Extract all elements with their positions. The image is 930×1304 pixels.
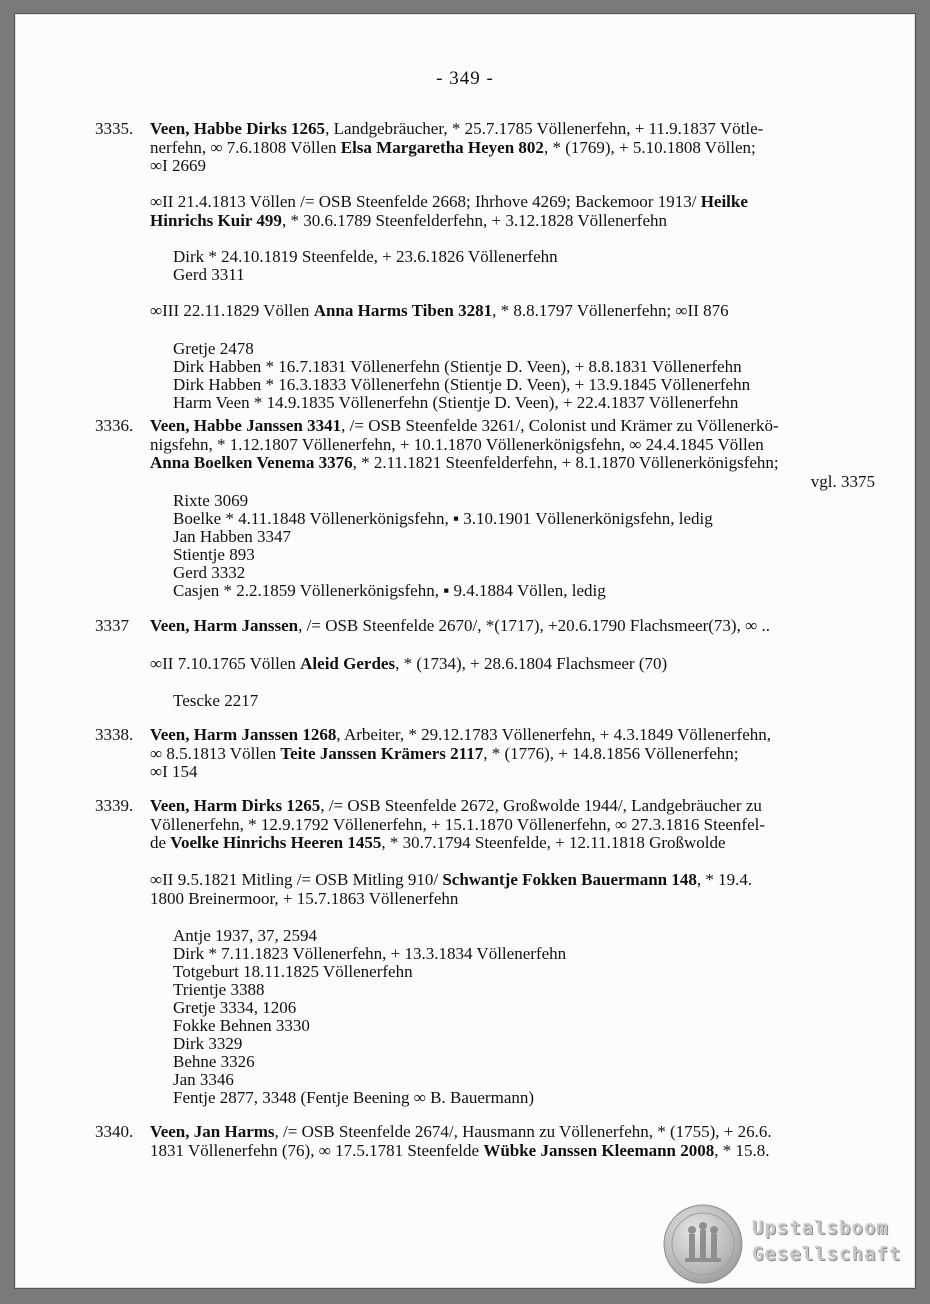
child-item: Fentje 2877, 3348 (Fentje Beening ∞ B. Bauermann) (173, 1088, 535, 1107)
child-item: Totgeburt 18.11.1825 Völlenerfehn (173, 962, 413, 981)
child-item: Gretje 2478 (173, 339, 254, 358)
entry-number: 3340. (95, 1122, 134, 1141)
entry-text: , Landgebräucher, * 25.7.1785 Völlenerfehn, + 11.9.1837 Vötle- (325, 119, 764, 138)
child-item: Harm Veen * 14.9.1835 Völlenerfehn (Stientje D. Veen), + 22.4.1837 Völlenerfehn (173, 393, 739, 412)
spouse-name: Wübke Janssen Kleemann 2008 (483, 1140, 715, 1160)
child-item: Dirk * 24.10.1819 Steenfelde, + 23.6.1826 Völlenerfehn (173, 247, 558, 266)
seal-icon (663, 1204, 743, 1284)
entry-text: , /= OSB Steenfelde 2670/, *(1717), +20.6.1790 Flachsmeer(73), ∞ .. (298, 616, 770, 635)
marriage-text: , * (1734), + 28.6.1804 Flachsmeer (70) (395, 654, 668, 673)
marriage-text: , * 19.4. (696, 870, 753, 889)
child-item: Dirk Habben * 16.3.1833 Völlenerfehn (Stientje D. Veen), + 13.9.1845 Völlenerfehn (173, 375, 751, 394)
child-item: Gretje 3334, 1206 (173, 998, 297, 1017)
child-item: Jan Habben 3347 (173, 527, 292, 546)
spouse-name: Hinrichs Kuir 499 (150, 210, 282, 230)
child-item: Antje 1937, 37, 2594 (173, 926, 318, 945)
children-list (173, 248, 558, 284)
children-list (173, 692, 258, 710)
logo-text-line2: Gesellschaft (752, 1243, 902, 1265)
entry-text: , /= OSB Steenfelde 2674/, Hausmann zu Völlenerfehn, * (1755), + 26.6. (274, 1122, 772, 1141)
entry-number: 3339. (95, 796, 134, 815)
entry-text: ∞ 8.5.1813 Völlen (150, 743, 281, 763)
spouse-name: Anna Boelken Venema 3376 (150, 453, 353, 472)
spouse-name: Anna Harms Tiben 3281 (313, 301, 493, 320)
marriage-text: ∞III 22.11.1829 Völlen (150, 301, 314, 320)
spouse-name: Teite Janssen Krämers 2117 (280, 743, 484, 763)
spouse-name: Schwantje Fokken Bauermann 148 (442, 870, 697, 889)
entry-text: , /= OSB Steenfelde 3261/, Colonist und Krämer zu Völlenerkö- (341, 416, 779, 435)
marriage-text: 1800 Breinermoor, + 15.7.1863 Völlenerfehn (150, 888, 459, 908)
person-name: Veen, Harm Janssen 1268 (150, 725, 337, 744)
child-item: Dirk * 7.11.1823 Völlenerfehn, + 13.3.1834 Völlenerfehn (173, 944, 567, 963)
spouse-name: Heilke (700, 192, 748, 211)
child-item: Dirk 3329 (173, 1034, 243, 1053)
marriage-text: ∞II 21.4.1813 Völlen /= OSB Steenfelde 2668; Ihrhove 4269; Backemoor 1913/ (150, 192, 701, 211)
child-item: Jan 3346 (173, 1070, 234, 1089)
entry-text: , * 2.11.1821 Steenfelderfehn, + 8.1.1870 Völlenerkönigsfehn; (352, 453, 779, 472)
child-item: Trientje 3388 (173, 980, 265, 999)
entry-text: nigsfehn, * 1.12.1807 Völlenerfehn, + 10.1.1870 Völlenerkönigsfehn, ∞ 24.4.1845 Völlen (150, 434, 764, 454)
child-item: Gerd 3311 (173, 265, 245, 284)
marriage-text: ∞II 9.5.1821 Mitling /= OSB Mitling 910/ (150, 870, 443, 889)
children-list (173, 492, 713, 600)
entry-text: de (150, 833, 171, 852)
person-name: Veen, Habbe Janssen 3341 (150, 416, 342, 435)
child-item: Casjen * 2.2.1859 Völlenerkönigsfehn, ▪ 9.4.1884 Völlen, ledig (173, 581, 606, 600)
marriage-text: , * 8.8.1797 Völlenerfehn; ∞II 876 (492, 301, 729, 320)
child-item: Dirk Habben * 16.7.1831 Völlenerfehn (Stientje D. Veen), + 8.8.1831 Völlenerfehn (173, 357, 742, 376)
spouse-name: Elsa Margaretha Heyen 802 (340, 137, 544, 157)
child-item: Stientje 893 (173, 545, 255, 564)
entry-text: ∞I 154 (150, 762, 198, 781)
document-page (14, 13, 916, 1289)
entry-text: ∞I 2669 (150, 156, 207, 175)
entry-number: 3336. (95, 416, 134, 435)
cross-reference: vgl. 3375 (810, 471, 875, 491)
spouse-name: Aleid Gerdes (300, 654, 396, 673)
entry-text: , * (1769), + 5.10.1808 Völlen; (543, 137, 756, 157)
entry-text: , Arbeiter, * 29.12.1783 Völlenerfehn, + 4.3.1849 Völlenerfehn, (336, 725, 771, 744)
child-item: Boelke * 4.11.1848 Völlenerkönigsfehn, ▪ 3.10.1901 Völlenerkönigsfehn, ledig (173, 509, 713, 528)
entry-text: , * (1776), + 14.8.1856 Völlenerfehn; (483, 743, 739, 763)
entry-text: Völlenerfehn, * 12.9.1792 Völlenerfehn, + 15.1.1870 Völlenerfehn, ∞ 27.3.1816 Steenfel- (150, 814, 765, 834)
spouse-name: Voelke Hinrichs Heeren 1455 (170, 833, 382, 852)
child-item: Gerd 3332 (173, 563, 246, 582)
children-list (173, 340, 750, 412)
marriage-text: , * 30.6.1789 Steenfelderfehn, + 3.12.1828 Völlenerfehn (281, 210, 668, 230)
entry-number: 3337 (95, 616, 129, 635)
person-name: Veen, Harm Dirks 1265 (150, 796, 321, 815)
logo-text-line1: Upstalsboom (752, 1217, 889, 1239)
entry-text: , /= OSB Steenfelde 2672, Großwolde 1944/, Landgebräucher zu (320, 796, 762, 815)
entry-text: , * 30.7.1794 Steenfelde, + 12.11.1818 Großwolde (381, 833, 726, 852)
entry-text: nerfehn, ∞ 7.6.1808 Völlen (150, 137, 341, 157)
child-item: Rixte 3069 (173, 491, 249, 510)
children-list (173, 927, 566, 1107)
entry-number: 3338. (95, 725, 134, 744)
person-name: Veen, Harm Janssen (150, 616, 299, 635)
page-number: - 349 - (436, 68, 494, 89)
person-name: Veen, Jan Harms (150, 1122, 275, 1141)
person-name: Veen, Habbe Dirks 1265 (150, 119, 326, 138)
entry-text: , * 15.8. (714, 1140, 770, 1160)
child-item: Tescke 2217 (173, 691, 259, 710)
entry-text: 1831 Völlenerfehn (76), ∞ 17.5.1781 Steenfelde (150, 1140, 484, 1160)
entry-number: 3335. (95, 119, 134, 138)
child-item: Fokke Behnen 3330 (173, 1016, 310, 1035)
marriage-text: ∞II 7.10.1765 Völlen (150, 654, 301, 673)
child-item: Behne 3326 (173, 1052, 255, 1071)
